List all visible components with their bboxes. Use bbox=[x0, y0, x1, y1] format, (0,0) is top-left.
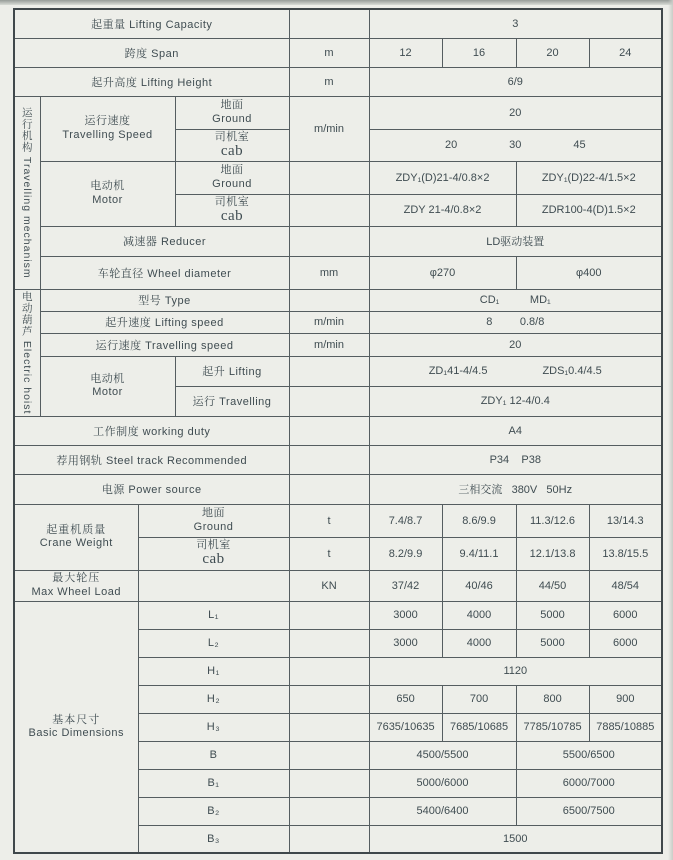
dimension-H3-value-4: 7885/10885 bbox=[589, 713, 662, 741]
ground-label-en: Ground bbox=[212, 177, 252, 190]
travelling-motor-cab-label bbox=[175, 194, 289, 226]
dimension-L2-label: L₂ bbox=[138, 629, 289, 657]
dimension-B2-value-2: 6500/7500 bbox=[516, 797, 662, 825]
scan-edge-top bbox=[0, 0, 673, 5]
working-duty-label: 工作制度 working duty bbox=[14, 416, 289, 445]
travelling-speed-ground-label bbox=[175, 96, 289, 129]
dimension-L2-unit bbox=[289, 629, 369, 657]
dimension-H2-value-2: 700 bbox=[442, 685, 516, 713]
hoist-motor-lifting-label: 起升 Lifting bbox=[175, 356, 289, 386]
working-duty-value: A4 bbox=[369, 416, 662, 445]
dimension-B2-value-1: 5400/6400 bbox=[369, 797, 516, 825]
travelling-motor-cab-unit bbox=[289, 194, 369, 226]
travelling-speed-ground-value: 20 bbox=[369, 96, 662, 129]
hoist-motor-travelling-unit bbox=[289, 386, 369, 416]
hoist-type-value: CD₁ MD₁ bbox=[369, 289, 662, 311]
crane-weight-ground-unit: t bbox=[289, 504, 369, 537]
dimension-L1-value-3: 5000 bbox=[516, 601, 589, 629]
crane-weight-label-cn: 起重机质量 bbox=[46, 523, 107, 536]
travelling-motor-label bbox=[40, 161, 175, 226]
hoist-motor-travelling-value: ZDY₁ 12-4/0.4 bbox=[369, 386, 662, 416]
dimension-H3-value-2: 7685/10685 bbox=[442, 713, 516, 741]
travelling-motor-cab-value-2: ZDR100-4(D)1.5×2 bbox=[516, 194, 662, 226]
motor-label-cn: 电动机 bbox=[90, 180, 125, 193]
dimension-H3-label: H₃ bbox=[138, 713, 289, 741]
crane-weight-cab-value-1: 8.2/9.9 bbox=[369, 537, 442, 570]
hoist-motor-travelling-label: 运行 Travelling bbox=[175, 386, 289, 416]
hoist-travelling-speed-unit: m/min bbox=[289, 333, 369, 356]
dimension-B1-value-2: 6000/7000 bbox=[516, 769, 662, 797]
working-duty-unit bbox=[289, 416, 369, 445]
hoist-travelling-speed-value: 20 bbox=[369, 333, 662, 356]
wheel-diameter-label: 车轮直径 Wheel diameter bbox=[40, 256, 289, 289]
crane-weight-cab-label bbox=[138, 537, 289, 570]
travelling-speed-cab-value: 20 30 45 bbox=[369, 129, 662, 161]
crane-weight-cab-value-3: 12.1/13.8 bbox=[516, 537, 589, 570]
dimension-B1-unit bbox=[289, 769, 369, 797]
dimension-H2-value-3: 800 bbox=[516, 685, 589, 713]
steel-track-label: 荐用钢轨 Steel track Recommended bbox=[14, 445, 289, 474]
dimension-H2-value-1: 650 bbox=[369, 685, 442, 713]
cab-label-en: cab bbox=[202, 551, 225, 568]
dimension-H1-unit bbox=[289, 657, 369, 685]
hoist-motor-lifting-value: ZD₁41-4/4.5 ZDS₁0.4/4.5 bbox=[369, 356, 662, 386]
crane-weight-group-label bbox=[14, 504, 138, 570]
travelling-motor-ground-label bbox=[175, 161, 289, 194]
dimension-H3-unit bbox=[289, 713, 369, 741]
scan-edge-right bbox=[668, 0, 673, 860]
crane-weight-ground-label bbox=[138, 504, 289, 537]
crane-weight-label-en: Crane Weight bbox=[39, 537, 113, 549]
max-wheel-load-unit: KN bbox=[289, 570, 369, 601]
max-wheel-load-value-3: 44/50 bbox=[516, 570, 589, 601]
hoist-type-unit bbox=[289, 289, 369, 311]
dimension-B3-unit bbox=[289, 825, 369, 853]
dimension-L1-unit bbox=[289, 601, 369, 629]
capacity-value: 3 bbox=[369, 9, 662, 38]
ground-label-cn: 地面 bbox=[220, 164, 244, 177]
steel-track-unit bbox=[289, 445, 369, 474]
dimension-H3-value-1: 7635/10635 bbox=[369, 713, 442, 741]
travelling-speed-label-en: Travelling Speed bbox=[62, 128, 153, 141]
hoist-lifting-speed-label: 起升速度 Lifting speed bbox=[40, 311, 289, 333]
power-source-value: 三相交流 380V 50Hz bbox=[369, 474, 662, 504]
crane-weight-ground-value-2: 8.6/9.9 bbox=[442, 504, 516, 537]
ground-label-cn: 地面 bbox=[220, 99, 244, 112]
dimension-H3-value-3: 7785/10785 bbox=[516, 713, 589, 741]
reducer-unit bbox=[289, 226, 369, 256]
travelling-motor-ground-value-2: ZDY₁(D)22-4/1.5×2 bbox=[516, 161, 662, 194]
dimension-L2-value-1: 3000 bbox=[369, 629, 442, 657]
crane-spec-table bbox=[13, 8, 663, 854]
capacity-label: 起重量 Lifting Capacity bbox=[14, 9, 289, 38]
crane-weight-ground-value-4: 13/14.3 bbox=[589, 504, 662, 537]
wheel-diameter-value-1: φ270 bbox=[369, 256, 516, 289]
travelling-speed-label bbox=[40, 96, 175, 161]
dimension-B-value-2: 5500/6500 bbox=[516, 741, 662, 769]
max-wheel-load-value-4: 48/54 bbox=[589, 570, 662, 601]
dimension-L2-value-3: 5000 bbox=[516, 629, 589, 657]
dimension-H1-value: 1120 bbox=[369, 657, 662, 685]
span-value-4: 24 bbox=[589, 38, 662, 67]
dimension-B3-label: B₃ bbox=[138, 825, 289, 853]
dimension-B1-value-1: 5000/6000 bbox=[369, 769, 516, 797]
motor-label-en: Motor bbox=[92, 386, 123, 398]
hoist-lifting-speed-value: 8 0.8/8 bbox=[369, 311, 662, 333]
ground-label-cn: 地面 bbox=[202, 507, 225, 520]
dimension-B-label: B bbox=[138, 741, 289, 769]
max-wheel-load-value-1: 37/42 bbox=[369, 570, 442, 601]
crane-weight-cab-value-4: 13.8/15.5 bbox=[589, 537, 662, 570]
dimension-H2-value-4: 900 bbox=[589, 685, 662, 713]
travelling-speed-label-cn: 运行速度 bbox=[84, 115, 131, 128]
cab-label-cn: 司机室 bbox=[214, 130, 250, 143]
cab-label-en: cab bbox=[220, 207, 244, 224]
dimension-H1-label: H₁ bbox=[138, 657, 289, 685]
max-wheel-load-sublabel-empty bbox=[138, 570, 289, 601]
travelling-speed-cab-label bbox=[175, 129, 289, 161]
cab-label-en: cab bbox=[220, 142, 244, 159]
dimension-B3-value: 1500 bbox=[369, 825, 662, 853]
hoist-lifting-speed-unit: m/min bbox=[289, 311, 369, 333]
hoist-motor-lifting-unit bbox=[289, 356, 369, 386]
hoist-type-label: 型号 Type bbox=[40, 289, 289, 311]
dimension-L1-value-4: 6000 bbox=[589, 601, 662, 629]
max-wheel-load-label bbox=[14, 570, 138, 601]
reducer-label: 减速器 Reducer bbox=[40, 226, 289, 256]
wheel-diameter-value-2: φ400 bbox=[516, 256, 662, 289]
travelling-motor-ground-unit bbox=[289, 161, 369, 194]
dimension-L1-value-1: 3000 bbox=[369, 601, 442, 629]
cab-label-cn: 司机室 bbox=[214, 195, 250, 208]
basic-dimensions-label-en: Basic Dimensions bbox=[28, 726, 124, 739]
reducer-value: LD驱动装置 bbox=[369, 226, 662, 256]
wheel-diameter-unit: mm bbox=[289, 256, 369, 289]
power-source-label: 电源 Power source bbox=[14, 474, 289, 504]
dimension-B-value-1: 4500/5500 bbox=[369, 741, 516, 769]
lifting-height-value: 6/9 bbox=[369, 67, 662, 96]
span-value-3: 20 bbox=[516, 38, 589, 67]
travelling-motor-cab-value-1: ZDY 21-4/0.8×2 bbox=[369, 194, 516, 226]
ground-label-en: Ground bbox=[193, 520, 234, 533]
max-wheel-load-value-2: 40/46 bbox=[442, 570, 516, 601]
crane-weight-ground-value-1: 7.4/8.7 bbox=[369, 504, 442, 537]
dimension-B-unit bbox=[289, 741, 369, 769]
dimension-H2-unit bbox=[289, 685, 369, 713]
travelling-motor-ground-value-1: ZDY₁(D)21-4/0.8×2 bbox=[369, 161, 516, 194]
dimension-L2-value-2: 4000 bbox=[442, 629, 516, 657]
lifting-height-unit: m bbox=[289, 67, 369, 96]
travelling-speed-unit: m/min bbox=[289, 96, 369, 161]
steel-track-value: P34 P38 bbox=[369, 445, 662, 474]
dimension-B2-label: B₂ bbox=[138, 797, 289, 825]
cab-label-cn: 司机室 bbox=[196, 539, 231, 552]
ground-label-en: Ground bbox=[212, 112, 252, 125]
dimension-B1-label: B₁ bbox=[138, 769, 289, 797]
motor-label-cn: 电动机 bbox=[90, 372, 125, 385]
crane-weight-cab-unit: t bbox=[289, 537, 369, 570]
power-source-unit bbox=[289, 474, 369, 504]
max-wheel-load-label-cn: 最大轮压 bbox=[52, 572, 101, 585]
basic-dimensions-label-cn: 基本尺寸 bbox=[52, 713, 101, 726]
crane-weight-ground-value-3: 11.3/12.6 bbox=[516, 504, 589, 537]
hoist-travelling-speed-label: 运行速度 Travelling speed bbox=[40, 333, 289, 356]
dimension-H2-label: H₂ bbox=[138, 685, 289, 713]
basic-dimensions-group-label bbox=[14, 601, 138, 853]
max-wheel-load-label-en: Max Wheel Load bbox=[31, 585, 122, 598]
span-value-1: 12 bbox=[369, 38, 442, 67]
crane-weight-cab-value-2: 9.4/11.1 bbox=[442, 537, 516, 570]
span-label: 跨度 Span bbox=[14, 38, 289, 67]
dimension-B2-unit bbox=[289, 797, 369, 825]
dimension-L2-value-4: 6000 bbox=[589, 629, 662, 657]
dimension-L1-value-2: 4000 bbox=[442, 601, 516, 629]
motor-label-en: Motor bbox=[92, 193, 123, 206]
electric-hoist-group-label: 电动葫芦 Electric hoist bbox=[14, 289, 40, 416]
capacity-unit bbox=[289, 9, 369, 38]
span-unit: m bbox=[289, 38, 369, 67]
span-value-2: 16 bbox=[442, 38, 516, 67]
travelling-mechanism-group-label: 运行机构 Travelling mechanism bbox=[14, 96, 40, 289]
dimension-L1-label: L₁ bbox=[138, 601, 289, 629]
lifting-height-label: 起升高度 Lifting Height bbox=[14, 67, 289, 96]
hoist-motor-label bbox=[40, 356, 175, 416]
